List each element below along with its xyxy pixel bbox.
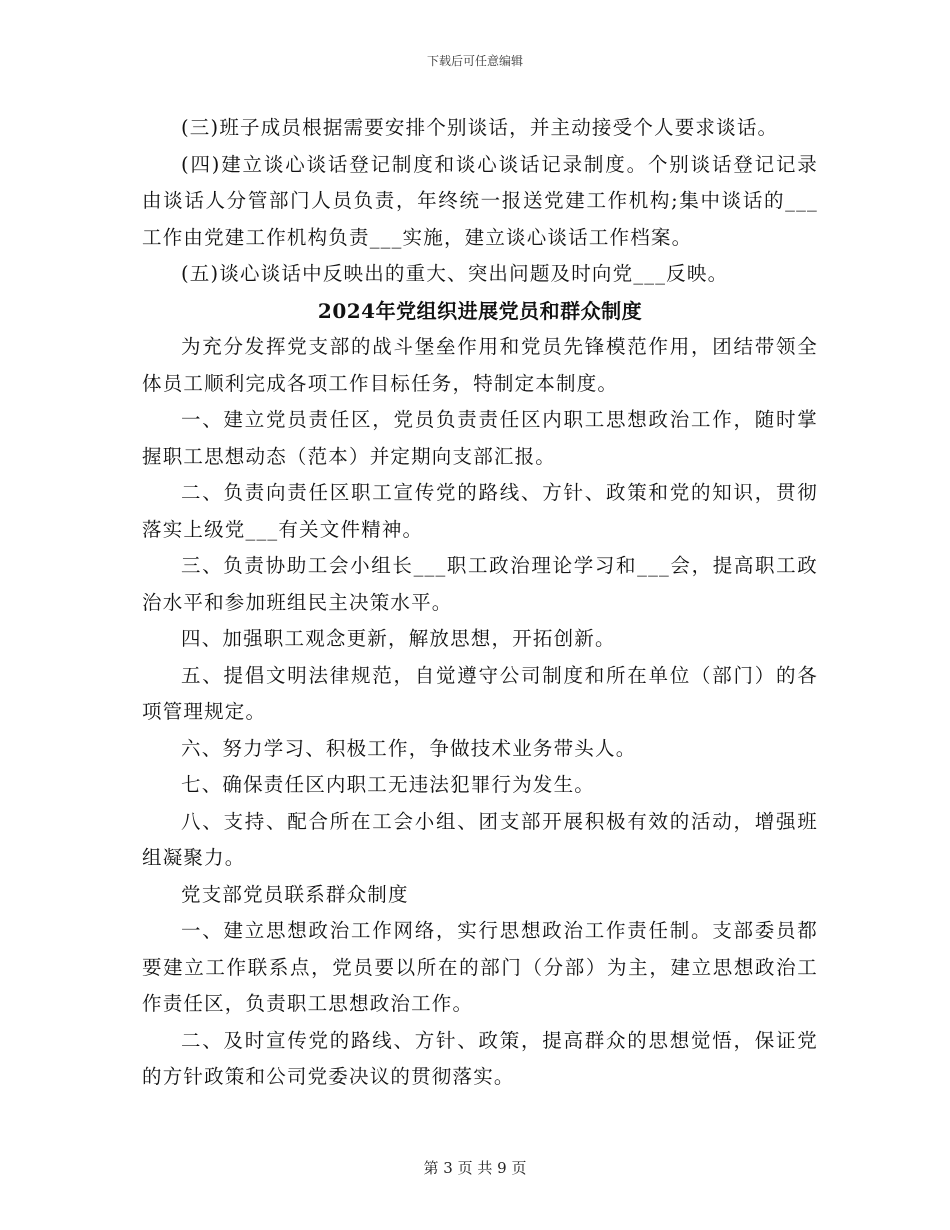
paragraph-contact-1: 一、建立思想政治工作网络，实行思想政治工作责任制。支部委员都要建立工作联系点，党员要以所在的部门（分部）为主，建立思想政治工作责任区，负责职工思想政治工作。 xyxy=(142,919,818,1015)
paragraph-intro: 为充分发挥党支部的战斗堡垒作用和党员先锋模范作用，团结带领全体员工顺利完成各项工作目标任务，特制定本制度。 xyxy=(142,335,818,395)
paragraph-item-3: 三、负责协助工会小组长___职工政治理论学习和___会，提高职工政治水平和参加班组民主决策水平。 xyxy=(142,554,818,614)
paragraph-item-8: 八、支持、配合所在工会小组、团支部开展积极有效的活动，增强班组凝聚力。 xyxy=(142,809,818,869)
paragraph-talk-4: (四)建立谈心谈话登记制度和谈心谈话记录制度。个别谈话登记记录由谈话人分管部门人员负责，年终统一报送党建工作机构;集中谈话的___工作由党建工作机构负责___实施，建立谈心谈话工作档案。 xyxy=(142,152,818,249)
paragraph-item-2: 二、负责向责任区职工宣传党的路线、方针、政策和党的知识，贯彻落实上级党___有关文件精神。 xyxy=(142,481,818,541)
paragraph-item-7: 七、确保责任区内职工无违法犯罪行为发生。 xyxy=(181,773,596,796)
page-header-note: 下载后可任意编辑 xyxy=(426,54,523,68)
section-title: 2024年党组织进展党员和群众制度 xyxy=(317,298,643,323)
subsection-heading: 党支部党员联系群众制度 xyxy=(181,882,409,906)
paragraph-item-6: 六、努力学习、积极工作，争做技术业务带头人。 xyxy=(181,736,637,760)
paragraph-item-1: 一、建立党员责任区，党员负责责任区内职工思想政治工作，随时掌握职工思想动态（范本）并定期向支部汇报。 xyxy=(142,408,818,468)
paragraph-talk-3: (三)班子成员根据需要安排个别谈话，并主动接受个人要求谈话。 xyxy=(181,116,779,139)
document-body xyxy=(142,110,818,1096)
page-number: 第 3 页 共 9 页 xyxy=(423,1159,527,1177)
paragraph-item-4: 四、加强职工观念更新，解放思想，开拓创新。 xyxy=(181,627,616,650)
paragraph-contact-2: 二、及时宣传党的路线、方针、政策，提高群众的思想觉悟，保证党的方针政策和公司党委决议的贯彻落实。 xyxy=(142,1028,818,1088)
paragraph-item-5: 五、提倡文明法律规范，自觉遵守公司制度和所在单位（部门）的各项管理规定。 xyxy=(142,663,818,723)
paragraph-talk-5: (五)谈心谈话中反映出的重大、突出问题及时向党___反映。 xyxy=(181,262,729,285)
